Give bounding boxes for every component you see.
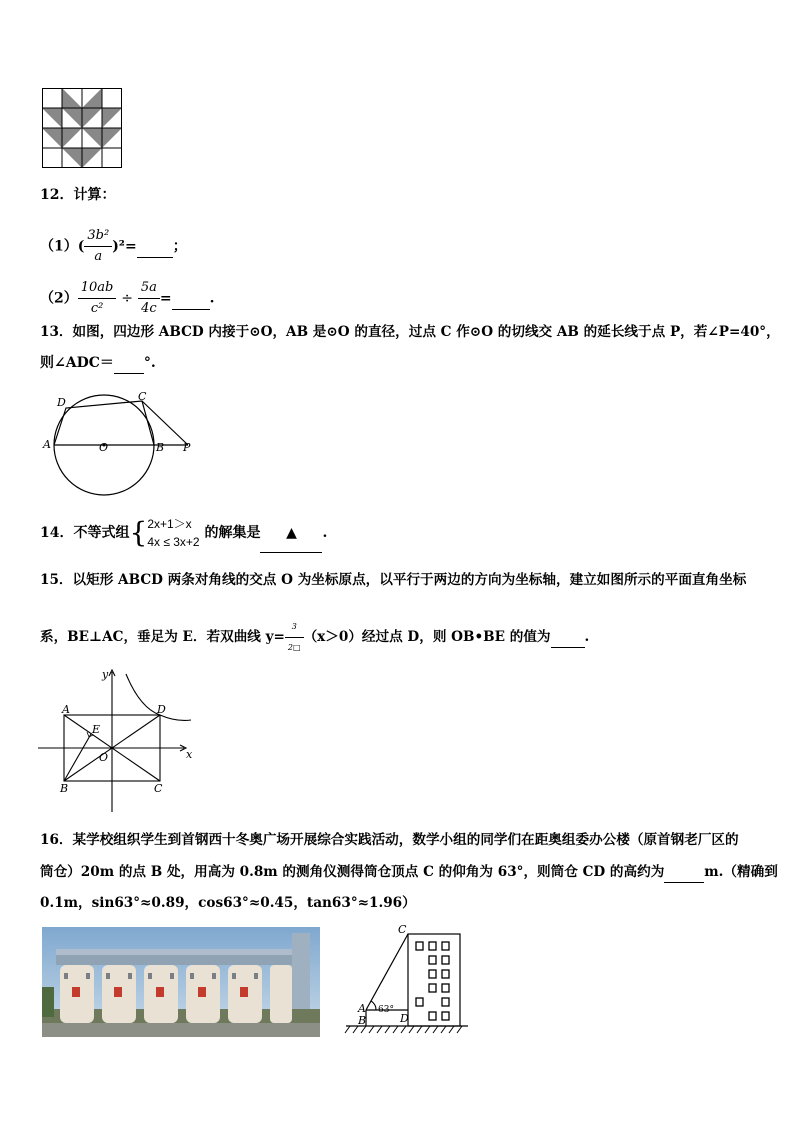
q13-line2 — [40, 353, 156, 374]
q14-prefix: 14．不等式组 — [40, 525, 130, 541]
q13-line1: 13．如图，四边形 ABCD 内接于⊙O，AB 是⊙O 的直径，过点 C 作⊙O 的切线交 AB 的延长线于点 P，若∠P=40°， — [40, 324, 780, 340]
q12-part2-den1: c² — [90, 301, 104, 316]
pattern-grid-figure — [42, 88, 122, 168]
q12-part2-end: . — [209, 290, 215, 307]
q13-circle-figure — [40, 388, 200, 498]
q12-part2-op: ÷ — [121, 290, 133, 307]
q12-part1-fraction — [84, 226, 112, 267]
q13-label-p: P — [183, 441, 191, 454]
q12-part1-end: ； — [172, 238, 187, 255]
q15-segment-be — [64, 734, 91, 781]
q14-answer-blank[interactable] — [260, 514, 322, 553]
q16-label-b: B — [358, 1014, 367, 1027]
q12-part1-prefix: （1）( — [40, 238, 85, 255]
q15-answer-blank[interactable] — [551, 627, 585, 648]
q12-part2-prefix: （2） — [40, 290, 78, 307]
q13-label-o: O — [99, 441, 109, 454]
q12-part2-answer-blank[interactable] — [172, 289, 210, 310]
q15-label-d: D — [157, 703, 166, 716]
q14-suffix: 的解集是 — [204, 525, 261, 541]
q15-coordinate-figure — [36, 664, 196, 814]
q13-line2-suffix: °. — [143, 355, 156, 371]
q16-label-a: A — [358, 1002, 366, 1015]
q15-label-o: O — [99, 751, 109, 764]
q15-label-y: y — [102, 668, 109, 681]
q12-part1-den: a — [94, 249, 103, 264]
q14-brace: { — [129, 516, 148, 549]
q14-line — [40, 514, 327, 553]
q12-part2-num1: 10ab — [78, 278, 117, 299]
q13-label-c: C — [138, 390, 147, 403]
q16-ground-hatching — [345, 1026, 462, 1033]
q12-part1-num: 3b² — [84, 226, 112, 247]
q13-line2-prefix: 则∠ADC＝ — [40, 355, 114, 371]
q15-line2 — [40, 617, 589, 658]
q16-line2-suffix: m.（精确到 — [704, 864, 778, 880]
q12-part2-suffix: = — [159, 290, 172, 307]
q12-part1-answer-blank[interactable] — [137, 237, 173, 258]
q16-line3: 0.1m，sin63°≈0.89，cos63°≈0.45，tan63°≈1.96） — [40, 895, 416, 911]
q12-title: 12．计算： — [40, 187, 116, 203]
q15-fraction — [285, 617, 304, 658]
q16-line2 — [40, 862, 778, 883]
q16-label-angle: 63° — [378, 1005, 394, 1015]
q16-label-d: D — [400, 1012, 409, 1025]
q13-quadrilateral — [54, 401, 154, 445]
q15-label-c: C — [154, 782, 163, 795]
q12-part2-num2: 5a — [138, 278, 160, 299]
q15-frac-den: 2□ — [287, 643, 301, 652]
q14-system — [147, 515, 199, 551]
q15-label-b: B — [60, 782, 69, 795]
q14-triangle-icon: ▲ — [286, 525, 297, 541]
q15-label-a: A — [62, 703, 70, 716]
q16-answer-blank[interactable] — [664, 862, 704, 883]
q14-ineq2: 4x ≤ 3x+2 — [147, 535, 200, 549]
q12-part2-fraction2 — [138, 278, 160, 319]
q12-part2-fraction1 — [78, 278, 117, 319]
q15-frac-num: 3 — [285, 617, 304, 638]
q13-label-b: B — [156, 441, 165, 454]
q13-label-d: D — [57, 396, 66, 409]
q16-line2-prefix: 筒仓）20m 的点 B 处，用高为 0.8m 的测角仪测得筒仓顶点 C 的仰角为 63°，则筒仓 CD 的高约为 — [40, 864, 665, 880]
q15-label-x: x — [186, 748, 193, 761]
q15-line2-end: . — [584, 629, 590, 645]
q13-label-a: A — [43, 438, 51, 451]
q16-label-c: C — [398, 923, 407, 936]
q16-line1: 16．某学校组织学生到首钢西十冬奥广场开展综合实践活动，数学小组的同学们在距奥组委办公楼（原首钢老厂区的 — [40, 832, 739, 848]
q14-end: . — [322, 525, 328, 541]
q15-line2-mid: （x＞0）经过点 D，则 OB•BE 的值为 — [303, 629, 551, 645]
q12-part1-suffix: )²= — [112, 238, 137, 255]
q12-part2-den2: 4c — [141, 301, 157, 316]
q14-ineq1: 2x+1＞x — [147, 517, 192, 531]
q16-angle-arc — [371, 1001, 376, 1010]
q16-line-ac — [366, 934, 408, 1010]
q15-line1: 15．以矩形 ABCD 两条对角线的交点 O 为坐标原点，以平行于两边的方向为坐标轴，建立如图所示的平面直角坐标 — [40, 572, 747, 588]
q16-building-photo — [42, 927, 320, 1037]
q13-answer-blank[interactable] — [114, 353, 144, 374]
q15-line2-prefix: 系，BE⊥AC，垂足为 E．若双曲线 y= — [40, 629, 285, 645]
q16-silo-windows — [416, 942, 449, 1020]
q16-silo-figure — [340, 920, 480, 1038]
q12-part2 — [40, 278, 215, 319]
q12-part1 — [40, 226, 187, 267]
q15-label-e: E — [92, 723, 101, 736]
